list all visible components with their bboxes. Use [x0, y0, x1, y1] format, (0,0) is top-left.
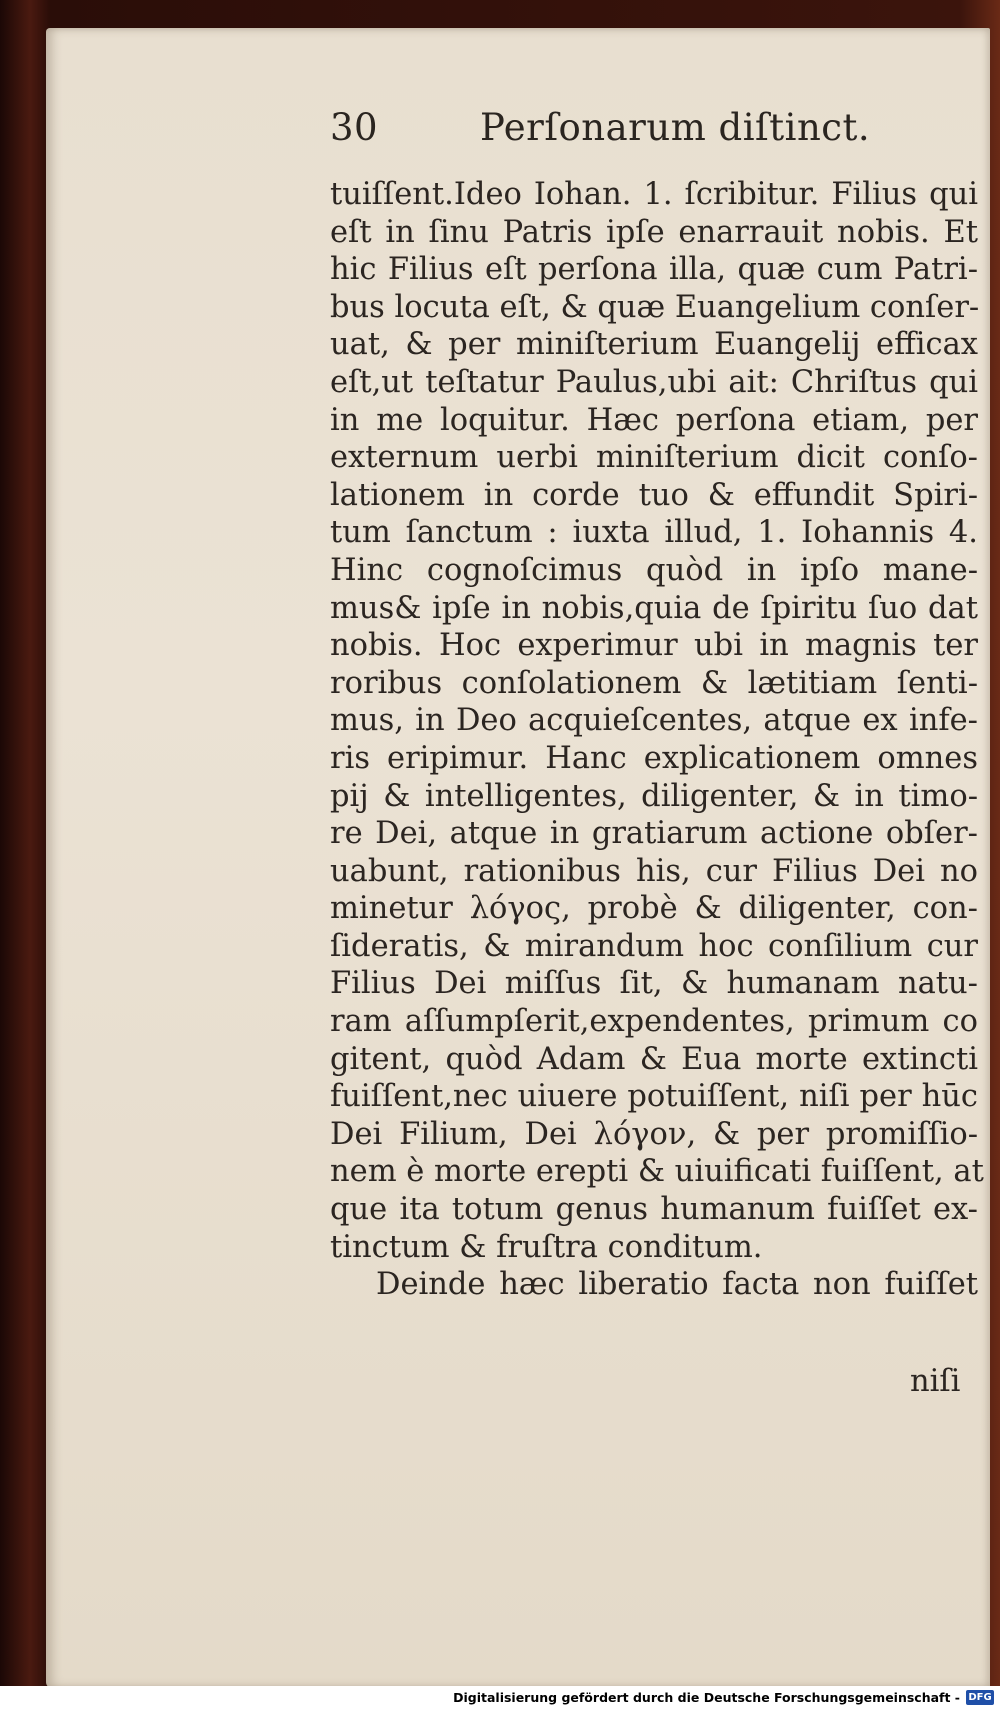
text-line: mus, in Deo acquieſcentes, atque ex infe- — [330, 703, 978, 739]
text-line: tum ſanctum : iuxta illud, 1. Iohannis 4. — [330, 515, 978, 551]
text-line: mus& ipſe in nobis,quia de ſpiritu ſuo dat — [330, 590, 978, 626]
body-text — [330, 176, 984, 1304]
text-line: gitent, quòd Adam & Eua morte extincti — [330, 1041, 978, 1077]
text-line: re Dei, atque in gratiarum actione obſer- — [330, 816, 978, 852]
text-line: in me loquitur. Hæc perſona etiam, per — [330, 402, 978, 438]
text-line: pij & intelligentes, diligenter, & in timo- — [330, 778, 978, 814]
text-line: lationem in corde tuo & effundit Spiri- — [330, 477, 978, 513]
text-line: Filius Dei miſſus ſit, & humanam natu- — [330, 966, 978, 1002]
text-line: que ita totum genus humanum fuiſſet ex- — [330, 1192, 978, 1228]
text-line: bus locuta eſt, & quæ Euangelium conſer- — [330, 289, 980, 325]
catchword: niſi — [910, 1364, 961, 1399]
text-line: tuiſſent.Ideo Iohan. 1. ſcribitur. Filius qui — [330, 177, 978, 212]
text-line: ram aſſumpſerit,expendentes, primum co — [330, 1004, 978, 1040]
digitization-footer — [0, 1686, 1000, 1710]
text-line: uabunt, rationibus his, cur Filius Dei no — [330, 853, 978, 889]
text-line: fuiſſent,nec uiuere potuiſſent, niſi per hūc — [330, 1079, 978, 1115]
text-line: ris eripimur. Hanc explicationem omnes — [330, 740, 978, 776]
text-line: minetur λόγος, probè & diligenter, con- — [330, 891, 978, 927]
text-line: ſideratis, & mirandum hoc conſilium cur — [330, 928, 978, 964]
text-line: externum uerbi miniſterium dicit conſo- — [330, 440, 978, 476]
text-line: eſt,ut teſtatur Paulus,ubi ait: Chriſtus qui — [330, 364, 978, 400]
funding-note: Digitalisierung gefördert durch die Deutsche Forschungsgemeinschaft - — [453, 1690, 960, 1705]
running-title: Perſonarum diſtinct. — [480, 106, 871, 149]
text-line: roribus conſolationem & lætitiam ſenti- — [330, 665, 978, 701]
text-line: uat, & per miniſterium Euangelij efficax — [330, 327, 978, 363]
page-number: 30 — [330, 106, 379, 149]
text-line: hic Filius eſt perſona illa, quæ cum Patri- — [330, 252, 978, 288]
text-line-paragraph-end: tinctum & fruſtra conditum. — [330, 1229, 763, 1265]
dfg-logo-icon: DFG — [966, 1690, 994, 1705]
text-line: nobis. Hoc experimur ubi in magnis ter — [330, 628, 978, 664]
text-line: nem è morte erepti & uiuificati fuiſſent, at — [330, 1154, 984, 1190]
running-head — [330, 106, 890, 156]
text-line: eſt in ſinu Patris ipſe enarrauit nobis. Et — [330, 214, 978, 250]
text-line: Dei Filium, Dei λόγον, & per promiſſio- — [330, 1116, 978, 1152]
text-line: Hinc cognoſcimus quòd in ipſo mane- — [330, 552, 978, 588]
text-line-paragraph-start: Deinde hæc liberatio facta non fuiſſet — [376, 1267, 978, 1303]
